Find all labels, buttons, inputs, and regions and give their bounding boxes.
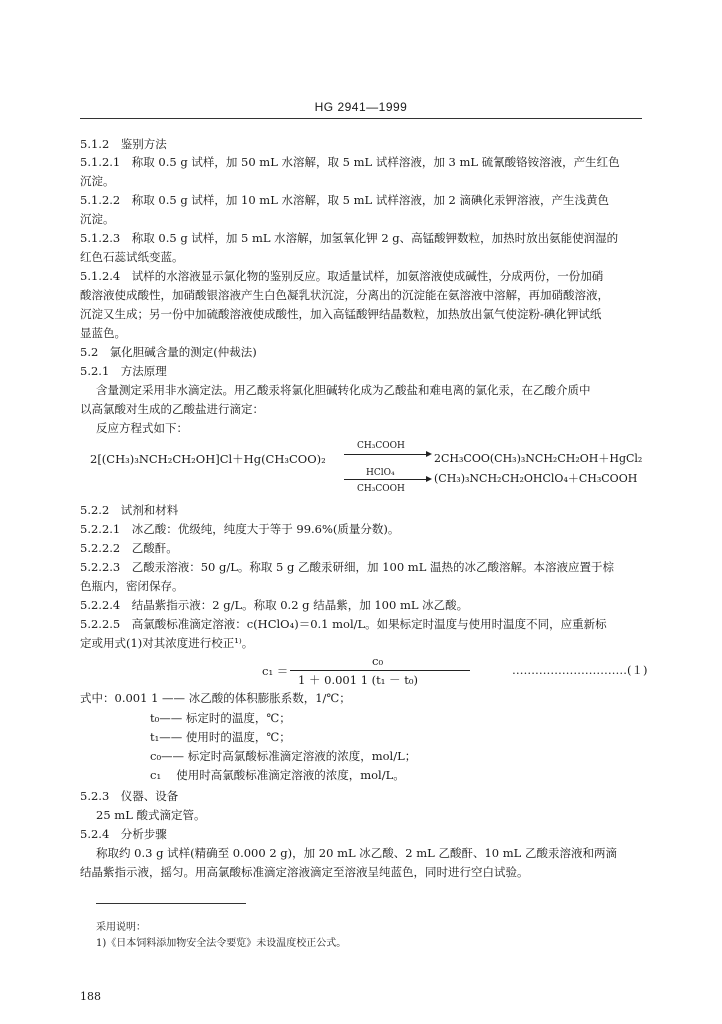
- reaction-arrow: [344, 479, 430, 480]
- paragraph-line: 含量测定采用非水滴定法。用乙酸汞将氯化胆碱转化成为乙酸盐和难电离的氯化汞，在乙酸介质中: [96, 383, 591, 397]
- section-heading: 5.2.1 方法原理: [80, 364, 167, 378]
- equation-number: …………………………(１): [512, 663, 648, 677]
- section-heading: 5.2.2 试剂和材料: [80, 503, 179, 517]
- formula-numerator: c₀: [372, 654, 384, 668]
- section-heading: 5.1.2 鉴别方法: [80, 137, 167, 151]
- paragraph-line: 红色石蕊试纸变蓝。: [80, 250, 184, 264]
- paragraph-line: 5.1.2.2 称取 0.5 g 试样，加 10 mL 水溶解，取 5 mL 试样溶液，加 2 滴碘化汞钾溶液，产生浅黄色: [80, 193, 609, 207]
- paragraph-line: 沉淀。: [80, 212, 115, 226]
- reaction-eq1-right: 2CH₃COO(CH₃)₃NCH₂CH₂OH＋HgCl₂: [434, 452, 643, 465]
- reaction-eq1-arrow-label: CH₃COOH: [357, 441, 405, 451]
- paragraph-line: 5.1.2.3 称取 0.5 g 试样，加 5 mL 水溶解，加氢氧化钾 2 g、高锰酸钾数粒，加热时放出氨能使润湿的: [80, 231, 619, 245]
- paragraph-line: 5.2.2.2 乙酸酐。: [80, 541, 178, 555]
- paragraph-line: 5.2.2.4 结晶紫指示液：2 g/L。称取 0.2 g 结晶紫，加 100 mL 冰乙酸。: [80, 598, 469, 612]
- formula-lhs: c₁ ＝: [262, 664, 289, 678]
- paragraph-line: 称取约 0.3 g 试样(精确至 0.000 2 g)，加 20 mL 冰乙酸、2 mL 乙酸酐、10 mL 乙酸汞溶液和两滴: [96, 846, 617, 860]
- footnote-rule: [96, 903, 246, 904]
- paragraph-line: 显蓝色。: [80, 326, 126, 340]
- section-heading: 5.2.4 分析步骤: [80, 827, 167, 841]
- paragraph-line: 酸溶液使成酸性，加硝酸银溶液产生白色凝乳状沉淀，分离出的沉淀能在氨溶液中溶解，再加硝酸溶液，: [80, 288, 609, 302]
- paragraph-line: 沉淀又生成；另一份中加硫酸溶液使成酸性，加入高锰酸钾结晶数粒，加热放出氯气使淀粉-碘化钾试纸: [80, 307, 602, 321]
- reaction-eq1-left: 2[(CH₃)₃NCH₂CH₂OH]Cl＋Hg(CH₃COO)₂: [90, 452, 326, 466]
- paragraph-line: 5.2.2.3 乙酸汞溶液：50 g/L。称取 5 g 乙酸汞研细，加 100 mL 温热的冰乙酸溶解。本溶液应置于棕: [80, 560, 614, 574]
- variable-definition: t₀—— 标定时的温度，℃；: [150, 711, 291, 725]
- reaction-eq2-right: (CH₃)₃NCH₂CH₂OHClO₄＋CH₃COOH: [434, 472, 638, 485]
- page-number: 188: [80, 990, 101, 1003]
- variable-definition: c₁ 使用时高氯酸标准滴定溶液的浓度，mol/L。: [150, 768, 405, 782]
- section-heading: 5.2 氯化胆碱含量的测定(仲裁法): [80, 345, 257, 359]
- paragraph-line: 结晶紫指示液，摇匀。用高氯酸标准滴定溶液滴定至溶液呈纯蓝色，同时进行空白试验。: [80, 865, 529, 879]
- paragraph-line: 25 mL 酸式滴定管。: [96, 808, 206, 822]
- footnote-text: 1)《日本饲料添加物安全法令要览》未设温度校正公式。: [96, 938, 347, 949]
- section-heading: 5.2.3 仪器、设备: [80, 789, 179, 803]
- header-rule: [80, 118, 642, 119]
- reaction-arrow: [344, 454, 430, 455]
- paragraph-line: 5.1.2.1 称取 0.5 g 试样，加 50 mL 水溶解，取 5 mL 试样溶液，加 3 mL 硫氰酸铬铵溶液，产生红色: [80, 155, 620, 169]
- paragraph-line: 色瓶内，密闭保存。: [80, 579, 184, 593]
- paragraph-line: 5.2.2.1 冰乙酸：优级纯，纯度大于等于 99.6%(质量分数)。: [80, 522, 400, 536]
- paragraph-line: 定或用式(1)对其浓度进行校正¹⁾。: [80, 636, 254, 650]
- paragraph-line: 5.1.2.4 试样的水溶液显示氯化物的鉴别反应。取适量试样，加氨溶液使成碱性，分成两份，一份加硝: [80, 269, 604, 283]
- reaction-eq2-arrow-bottom: CH₃COOH: [357, 484, 405, 494]
- footnote-heading: 采用说明：: [96, 922, 146, 933]
- running-header: HG 2941—1999: [314, 100, 408, 114]
- variable-definition: c₀—— 标定时高氯酸标准滴定溶液的浓度，mol/L；: [150, 749, 417, 763]
- formula-denominator: 1 ＋ 0.001 1 (t₁ － t₀): [298, 673, 418, 687]
- paragraph-line: 沉淀。: [80, 174, 115, 188]
- paragraph-line: 反应方程式如下：: [96, 421, 188, 435]
- paragraph-line: 5.2.2.5 高氯酸标准滴定溶液：c(HClO₄)＝0.1 mol/L。如果标定时温度与使用时温度不同，应重新标: [80, 617, 607, 631]
- fraction-bar: [290, 670, 470, 671]
- paragraph-line: 式中：0.001 1 —— 冰乙酸的体积膨胀系数，1/℃；: [80, 691, 351, 705]
- variable-definition: t₁—— 使用时的温度，℃；: [150, 730, 291, 744]
- reaction-eq2-arrow-top: HClO₄: [366, 468, 395, 478]
- paragraph-line: 以高氯酸对生成的乙酸盐进行滴定：: [80, 402, 264, 416]
